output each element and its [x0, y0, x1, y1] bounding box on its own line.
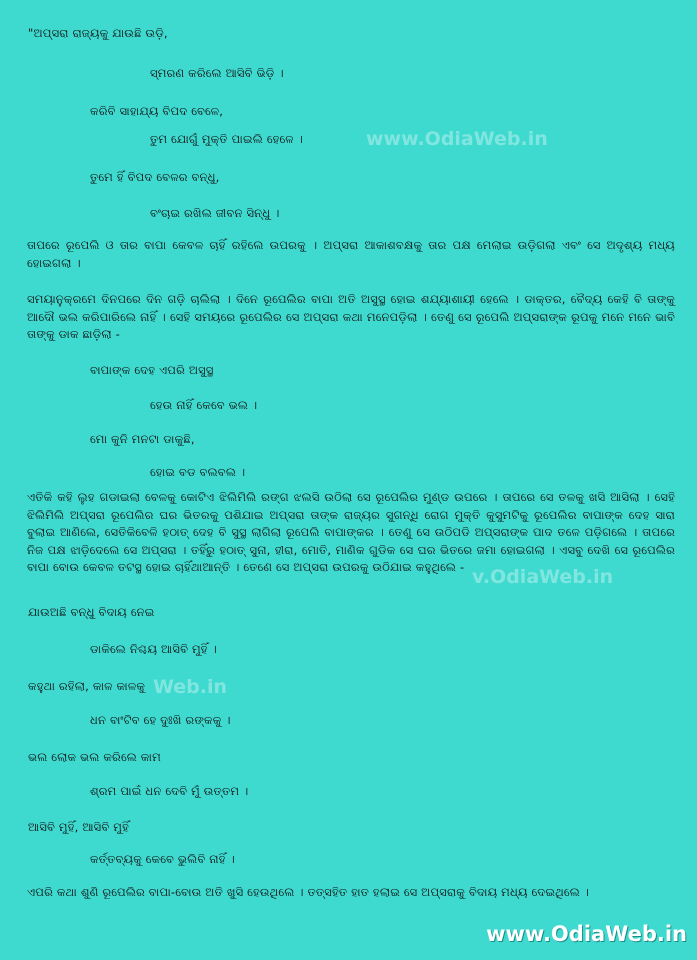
verse3-line5: ଭଲ ଲୋକ ଭଲ କରିଲେ କାମ — [28, 750, 161, 764]
verse1-line2: ସ୍ମରଣ କରିଲେ ଆସିବି ଭିଡ଼ି । — [150, 66, 284, 80]
verse2-line3: ମୋ କୁନି ମନଟା ଡାକୁଛି, — [90, 432, 195, 446]
paragraph-1: ତାପରେ ରୂପେଲି ଓ ତାର ବାପା କେବଳ ଚାହିଁ ରହିଲେ ଉପରକୁ । ଅପ୍ସରା ଆକାଶବକ୍ଷକୁ ତାର ପକ୍ଷ ମେଲାଇ ଉଡ଼ିଗଲା ଏବଂ ସେ ଅଦୃଶ୍ୟ ମଧ୍ୟ ହୋଇଗଲା । — [27, 238, 675, 270]
verse3-line4: ଧନ ବାଂଟିବ ହେ ଦୁଃଖି ରଙ୍କକୁ । — [90, 713, 231, 727]
verse3-line6: ଶ୍ରମ ପାଇଁ ଧନ ଦେବି ମୁଁ ଉତ୍ତମ । — [90, 784, 249, 798]
watermark-top: www.OdiaWeb.in — [366, 128, 548, 150]
verse3-line8: କର୍ତ୍ତବ୍ୟକୁ କେବେ ଭୁଲିବି ନାହିଁ । — [90, 852, 235, 866]
verse2-line4: ହୋଇ ବଡ ବଲବଲ । — [150, 465, 246, 479]
site-logo: www.OdiaWeb.in — [486, 922, 687, 946]
verse3-line3: କହୁଥା ରହିଲା, କାଳ କାଳକୁ — [28, 679, 146, 693]
verse2-line2: ହେଉ ନାହିଁ କେବେ ଭଲ । — [150, 398, 258, 412]
paragraph-2: ସମୟାନୁକ୍ରମେ ଦିନପରେ ଦିନ ଗଡ଼ି ଚାଲିଲା । ଦିନେ ରୂପେଲିର ବାପା ଅତି ଅସୁସ୍ଥ ହୋଇ ଶଯ୍ୟାଶାୟୀ ହେଲେ । ଡାକ୍ତର, ବୈଦ୍ୟ କେହି ବି ତାଙ୍କୁ ଆଦୌ ଭଲ କରିପାରିଲେ ନାହିଁ । ସେହି ସମୟରେ ରୂପେଲିର ସେ ଅପ୍ସରା କଥା ମନେପଡ଼ିଲା । ତେଣୁ ସେ ରୂପେଲି ଅପ୍ସରାଙ୍କ ରୂପକୁ ମନେ ମନେ ଭାବି ତାଙ୍କୁ ଡାକ ଛାଡ଼ିଲା - — [27, 292, 675, 341]
verse1-line6: ବଂଚାଇ ରଖିଲ ଜୀବନ ସିନ୍ଧୁ । — [150, 206, 280, 220]
verse3-line2: ଡାକିଲେ ନିଶ୍ଚୟ ଆସିବି ମୁହିଁ । — [90, 642, 217, 656]
verse1-line5: ତୁମେ ହିଁ ବିପଦ ବେଳର ବନ୍ଧୁ, — [90, 170, 220, 184]
watermark-middle: v.OdiaWeb.in — [472, 566, 614, 588]
verse1-line4: ତୁମ ଯୋଗୁଁ ମୁକ୍ତି ପାଇଲି ହେଳେ । — [150, 132, 303, 146]
verse2-line1: ବାପାଙ୍କ ଦେହ ଏପରି ଅସୁସ୍ଥ — [90, 363, 214, 377]
watermark-lower: Web.in — [153, 676, 228, 698]
paragraph-4: ଏପରି କଥା ଶୁଣି ରୂପେଲିର ବାପା-ବୋଉ ଅତି ଖୁସି ହେଉଥିଲେ । ତତ୍ସହିତ ହାତ ହଲାଇ ସେ ଅପ୍ସରାକୁ ବିଦାୟ ମଧ୍ୟ ଦେଇଥିଲେ । — [27, 885, 590, 899]
verse3-line1: ଯାଉଅଛି ବନ୍ଧୁ ବିଦାୟ ନେଇ — [28, 605, 155, 619]
verse1-line1: "ଅପ୍ସରା ରାଜ୍ୟକୁ ଯାଉଛି ଉଡ଼ି, — [28, 26, 168, 40]
paragraph-3: ଏତିକି କହି ଲୁହ ଗଡାଇଲା ବେଳକୁ କୋଟିଏ ଝିଲିମିଲି ରଙ୍ଗ ଝଲସି ଉଠିଲା ସେ ରୂପେଲିର ମୁଣ୍ଡ ଉପରେ । ତାପରେ ସେ ତଳକୁ ଖସି ଆସିଲା । ସେହି ଝିଲିମିଲି ଅପ୍ସରା ରୂପେଲିର ଘର ଭିତରକୁ ପଶିଯାଇ ଅପ୍ସରା ତାଙ୍କ ରାଜ୍ୟର ସୁଗନ୍ଧି ରୋଗ ମୁକ୍ତି କୁସୁମଟିକୁ ରୂପେଲିର ବାପାଙ୍କ ଦେହ ସାରା ବୁଲାଇ ଆଣିଲେ, ସେତିକିବେଳି ହଠାତ୍ ଦେହ ବି ସୁସ୍ଥ ଲାଗିଲା ରୂପେଲି ବାପାଙ୍କର । ତେଣୁ ସେ ଉଠିପଡି ଅପ୍ସରାଙ୍କ ପାଦ ତଳେ ପଡ଼ିଗଲେ । ତାପରେ ନିଜ ପକ୍ଷ ଝାଡ଼ିଦେଲେ ସେ ଅପ୍ସରା । ତହିଁରୁ ହଠାତ୍ ସୁନା, ହୀରା, ମୋତି, ମାଣିକ ଗୁଡିକ ସେ ଘର ଭିତରେ ଜମା ହୋଇଗଲା । ଏସବୁ ଦେଖି ସେ ରୂପେଲିର ବାପା ବୋଉ କେବଳ ତଟସ୍ଥ ହୋଇ ଚାହିଁଥାଆନ୍ତି । ତେଣେ ସେ ଅପ୍ସରା ଉପରକୁ ଉଠିଯାଇ କହୁଥିଲେ - — [27, 490, 675, 574]
verse3-line7: ଆସିବି ମୁହିଁ, ଆସିବି ମୁହିଁ — [28, 820, 129, 834]
verse1-line3: କରିବି ସାହାଯ୍ୟ ବିପଦ ବେଳେ, — [90, 104, 224, 118]
